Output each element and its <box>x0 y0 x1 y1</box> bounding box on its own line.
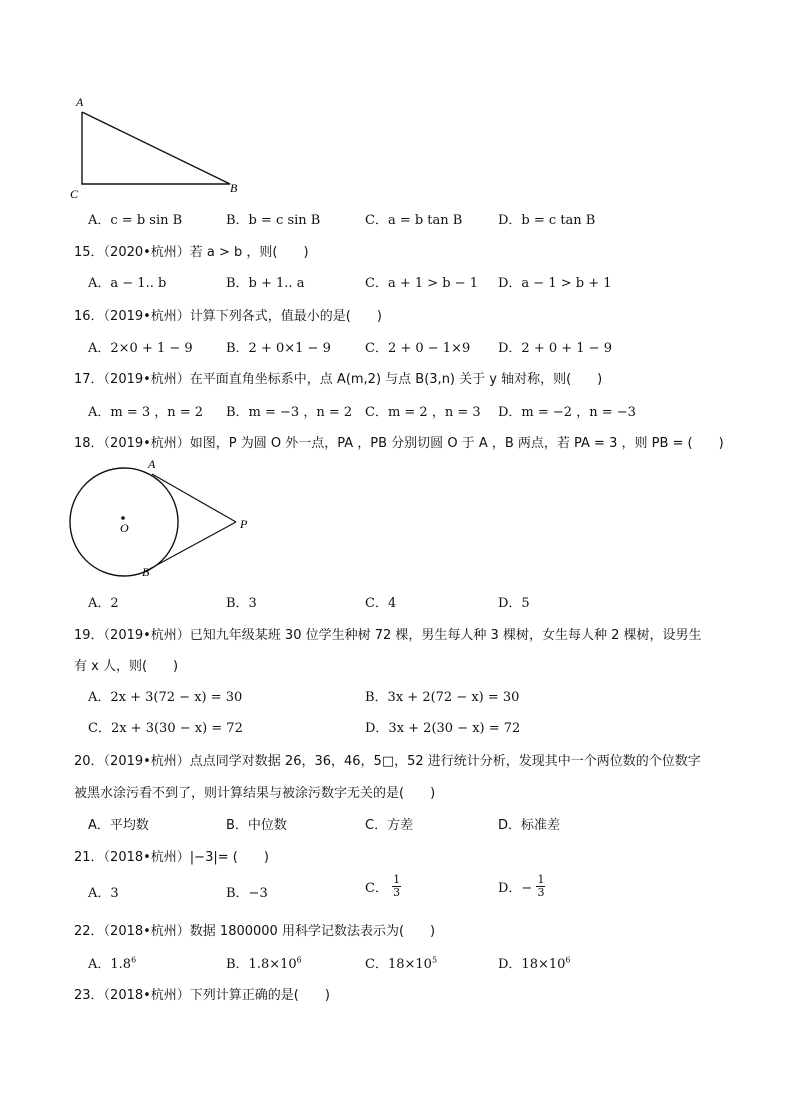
q14-option-c[interactable]: C．a = b tan B <box>365 213 463 228</box>
center-point <box>121 516 125 520</box>
q18-stem: 18．（2019•杭州）如图，P 为圆 O 外一点，PA ，PB 分别切圆 O 于 A ，B 两点，若 PA = 3 ，则 PB = ( ) <box>74 436 724 451</box>
q19-option-b[interactable]: B．3x + 2(72 − x) = 30 <box>365 690 520 705</box>
q20-option-b[interactable]: B．中位数 <box>226 818 287 833</box>
q23-stem: 23．（2018•杭州）下列计算正确的是( ) <box>74 988 330 1003</box>
q18-option-b[interactable]: B．3 <box>226 596 257 611</box>
q22-option-b[interactable] <box>226 953 302 972</box>
label-a: A <box>148 457 156 471</box>
q15-option-c[interactable]: C．a + 1 > b − 1 <box>365 276 479 291</box>
q22-option-a-text: A．1.8 <box>88 957 132 972</box>
q18-option-c[interactable]: C．4 <box>365 596 397 611</box>
triangle-figure <box>70 92 250 202</box>
q22-option-a[interactable] <box>88 953 136 972</box>
q18-option-d[interactable]: D．5 <box>498 596 530 611</box>
q22-stem: 22．（2018•杭州）数据 1800000 用科学记数法表示为( ) <box>74 924 436 939</box>
triangle-outline <box>82 112 230 184</box>
q16-option-b[interactable]: B．2 + 0×1 − 9 <box>226 341 331 356</box>
vertex-b-label: B <box>230 181 238 195</box>
q17-option-a[interactable]: A．m = 3 ，n = 2 <box>88 405 204 420</box>
q22-option-a-exp: 6 <box>131 955 137 965</box>
q19-option-a[interactable]: A．2x + 3(72 − x) = 30 <box>88 690 243 705</box>
q14-option-b[interactable]: B．b = c sin B <box>226 213 321 228</box>
fraction-numerator: 1 <box>393 873 401 886</box>
label-o: O <box>120 521 129 535</box>
q21-option-b[interactable]: B．−3 <box>226 886 268 901</box>
q22-option-b-exp: 6 <box>296 955 302 965</box>
q21-option-c[interactable] <box>365 874 401 899</box>
vertex-c-label: C <box>70 187 79 201</box>
fraction-numerator: 1 <box>537 873 545 886</box>
q20-stem-line1: 20．（2019•杭州）点点同学对数据 26，36，46，5□，52 进行统计分析，发现其中一个两位数的个位数字 <box>74 754 701 769</box>
q21-option-d-letter: D．− <box>498 881 533 896</box>
q14-option-d[interactable]: D．b = c tan B <box>498 213 596 228</box>
q16-option-c[interactable]: C．2 + 0 − 1×9 <box>365 341 471 356</box>
q21-option-c-letter: C． <box>365 881 388 896</box>
q14-option-a[interactable]: A．c = b sin B <box>88 213 183 228</box>
fraction-denominator: 3 <box>537 886 545 899</box>
q22-option-c-exp: 5 <box>431 955 438 965</box>
fraction-denominator: 3 <box>393 886 401 899</box>
q19-stem-line2: 有 x 人，则( ) <box>74 659 179 674</box>
q20-stem-line2: 被黑水涂污看不到了，则计算结果与被涂污数字无关的是( ) <box>74 786 436 801</box>
q20-option-c[interactable]: C．方差 <box>365 818 414 833</box>
q15-stem: 15．（2020•杭州）若 a > b ，则( ) <box>74 245 309 260</box>
q19-option-c[interactable]: C．2x + 3(30 − x) = 72 <box>88 721 243 736</box>
q16-stem: 16．（2019•杭州）计算下列各式，值最小的是( ) <box>74 309 382 324</box>
q22-option-c-text: C．18×10 <box>365 957 432 972</box>
q20-option-d[interactable]: D．标准差 <box>498 818 561 833</box>
q16-option-a[interactable]: A．2×0 + 1 − 9 <box>88 341 193 356</box>
q22-option-c[interactable] <box>365 953 437 972</box>
q17-option-b[interactable]: B．m = −3 ，n = 2 <box>226 405 353 420</box>
q17-option-d[interactable]: D．m = −2 ，n = −3 <box>498 405 636 420</box>
q16-option-d[interactable]: D．2 + 0 + 1 − 9 <box>498 341 612 356</box>
circle-tangent-figure <box>64 452 264 582</box>
tangent-pb <box>144 522 236 572</box>
label-b: B <box>142 565 150 579</box>
q21-option-a[interactable]: A．3 <box>88 886 119 901</box>
q20-option-a[interactable]: A．平均数 <box>88 818 149 833</box>
q22-option-b-text: B．1.8×10 <box>226 957 297 972</box>
q21-fraction-d <box>536 874 545 899</box>
q21-fraction-c <box>392 874 401 899</box>
q15-option-b[interactable]: B．b + 1.. a <box>226 276 305 291</box>
q22-option-d-exp: 6 <box>565 955 571 965</box>
q19-stem-line1: 19．（2019•杭州）已知九年级某班 30 位学生种树 72 棵，男生每人种 3 棵树，女生每人种 2 棵树，设男生 <box>74 628 702 643</box>
q22-option-d-text: D．18×10 <box>498 957 566 972</box>
vertex-a-label: A <box>76 95 84 109</box>
q17-stem: 17．（2019•杭州）在平面直角坐标系中，点 A(m,2) 与点 B(3,n) 关于 y 轴对称，则( ) <box>74 372 603 387</box>
q15-option-d[interactable]: D．a − 1 > b + 1 <box>498 276 612 291</box>
q21-stem: 21．（2018•杭州）|−3|= ( ) <box>74 850 269 865</box>
label-p: P <box>240 517 248 531</box>
q21-option-d[interactable] <box>498 874 545 899</box>
q18-option-a[interactable]: A．2 <box>88 596 119 611</box>
q15-option-a[interactable]: A．a − 1.. b <box>88 276 167 291</box>
tangent-pa <box>152 474 236 522</box>
q19-option-d[interactable]: D．3x + 2(30 − x) = 72 <box>365 721 521 736</box>
q17-option-c[interactable]: C．m = 2 ，n = 3 <box>365 405 481 420</box>
q22-option-d[interactable] <box>498 953 571 972</box>
